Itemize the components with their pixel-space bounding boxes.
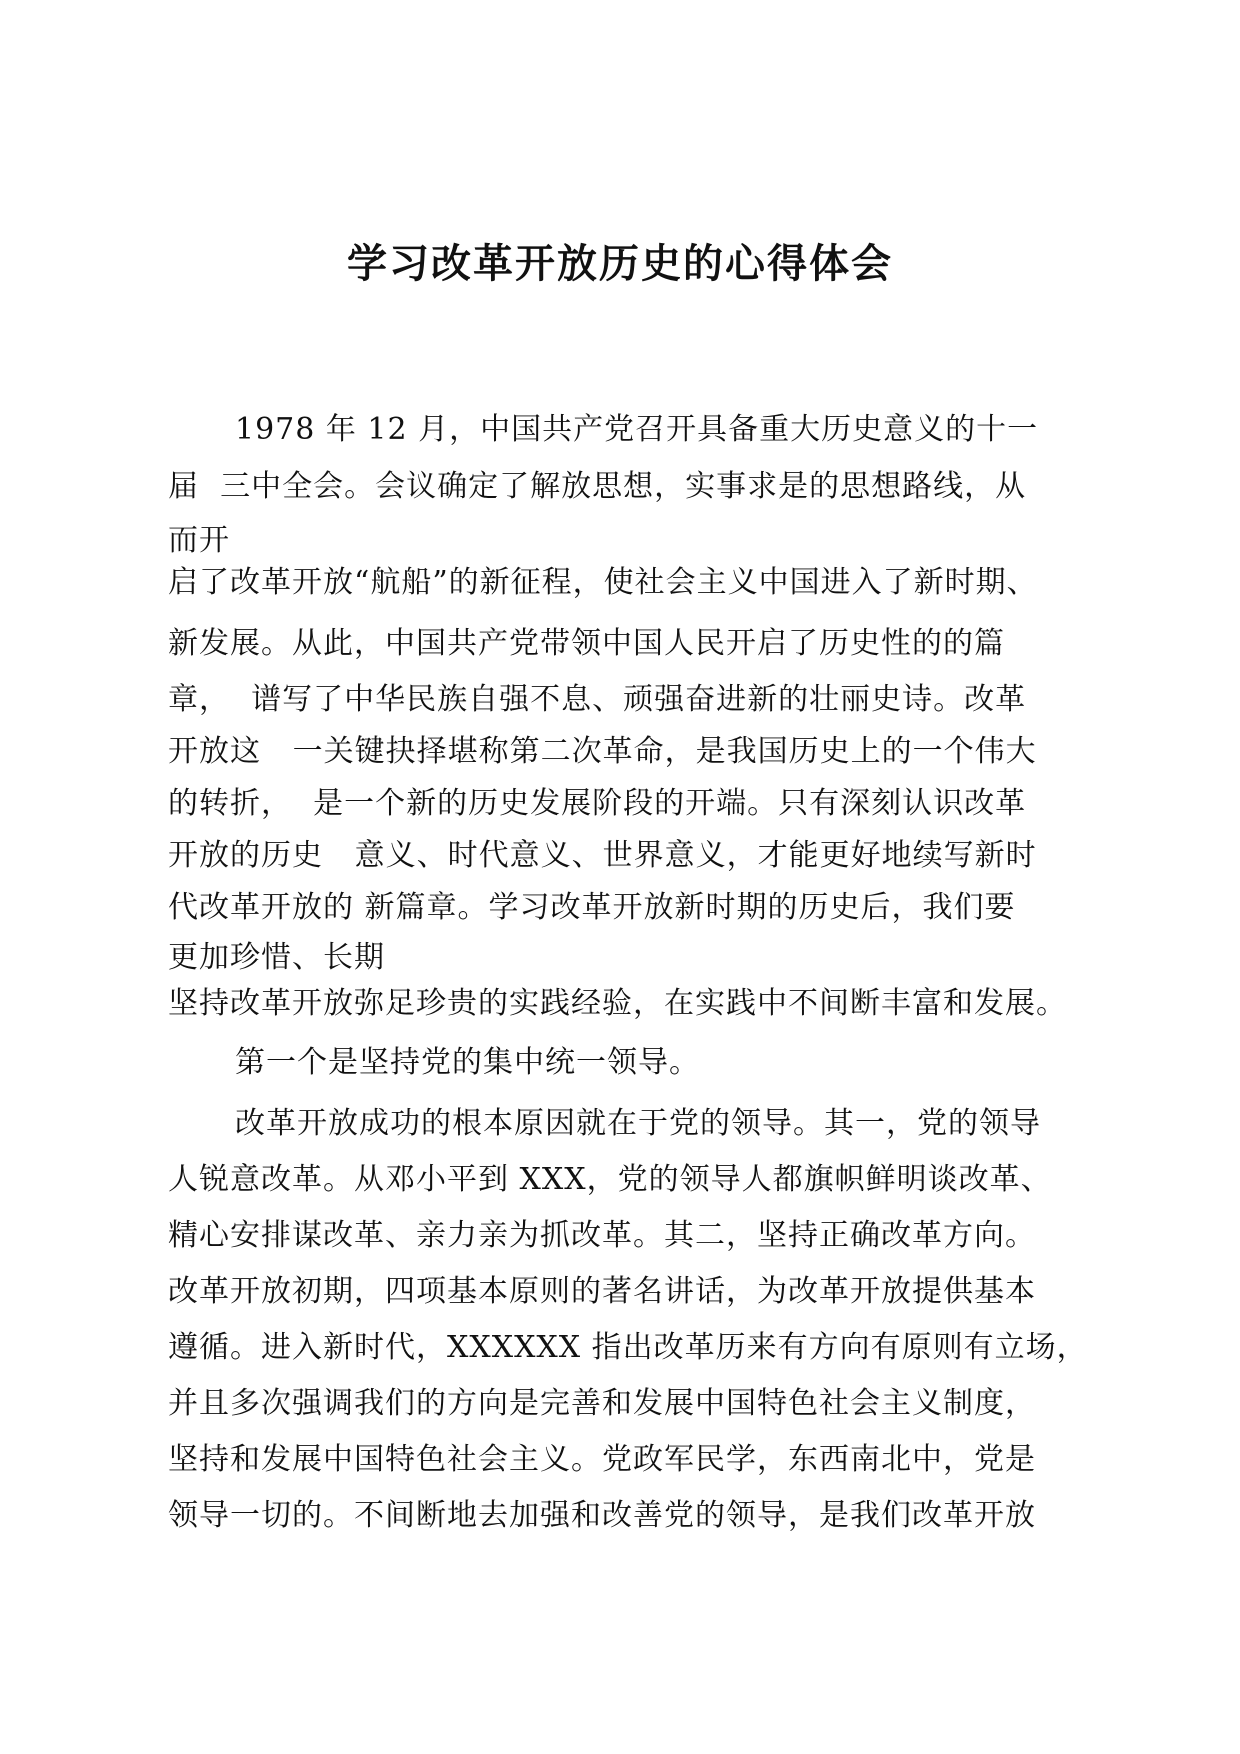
text-line: 遵循。进入新时代，XXXXXX 指出改革历来有方向有原则有立场，: [168, 1330, 1088, 1365]
document-title: 学习改革开放历史的心得体会: [347, 241, 893, 287]
text-line: 坚持和发展中国特色社会主义。党政军民学，东西南北中，党是: [168, 1442, 1036, 1477]
text-line: 人锐意改革。从邓小平到 XXX，党的领导人都旗帜鲜明谈改革、: [168, 1162, 1052, 1197]
text-line: 而开: [168, 523, 230, 558]
section-heading: 第一个是坚持党的集中统一领导。: [235, 1045, 700, 1080]
text-line: 新发展。从此，中国共产党带领中国人民开启了历史性的的篇: [168, 626, 1005, 661]
text-line: 改革开放初期，四项基本原则的著名讲话，为改革开放提供基本: [168, 1274, 1036, 1309]
text-line: 届 三中全会。会议确定了解放思想，实事求是的思想路线，从: [168, 469, 1027, 504]
text-line: 改革开放成功的根本原因就在于党的领导。其一，党的领导: [235, 1106, 1041, 1141]
text-line: 1978 年 12 月，中国共产党召开具备重大历史意义的十一: [235, 412, 1039, 447]
text-line: 坚持改革开放弥足珍贵的实践经验，在实践中不间断丰富和发展。: [168, 986, 1067, 1021]
text-line: 开放的历史 意义、时代意义、世界意义，才能更好地续写新时: [168, 838, 1037, 873]
text-line: 开放这 一关键抉择堪称第二次革命，是我国历史上的一个伟大: [168, 734, 1037, 769]
text-line: 更加珍惜、长期: [168, 940, 385, 975]
text-line: 的转折， 是一个新的历史发展阶段的开端。只有深刻认识改革: [168, 786, 1027, 821]
text-line: 并且多次强调我们的方向是完善和发展中国特色社会主义制度，: [168, 1386, 1036, 1421]
text-line: 精心安排谋改革、亲力亲为抓改革。其二，坚持正确改革方向。: [168, 1218, 1036, 1253]
text-line: 章， 谱写了中华民族自强不息、顽强奋进新的壮丽史诗。改革: [168, 682, 1027, 717]
text-line: 启了改革开放“航船”的新征程，使社会主义中国进入了新时期、: [168, 565, 1038, 600]
text-line: 领导一切的。不间断地去加强和改善党的领导，是我们改革开放: [168, 1498, 1036, 1533]
text-line: 代改革开放的 新篇章。学习改革开放新时期的历史后，我们要: [168, 890, 1016, 925]
